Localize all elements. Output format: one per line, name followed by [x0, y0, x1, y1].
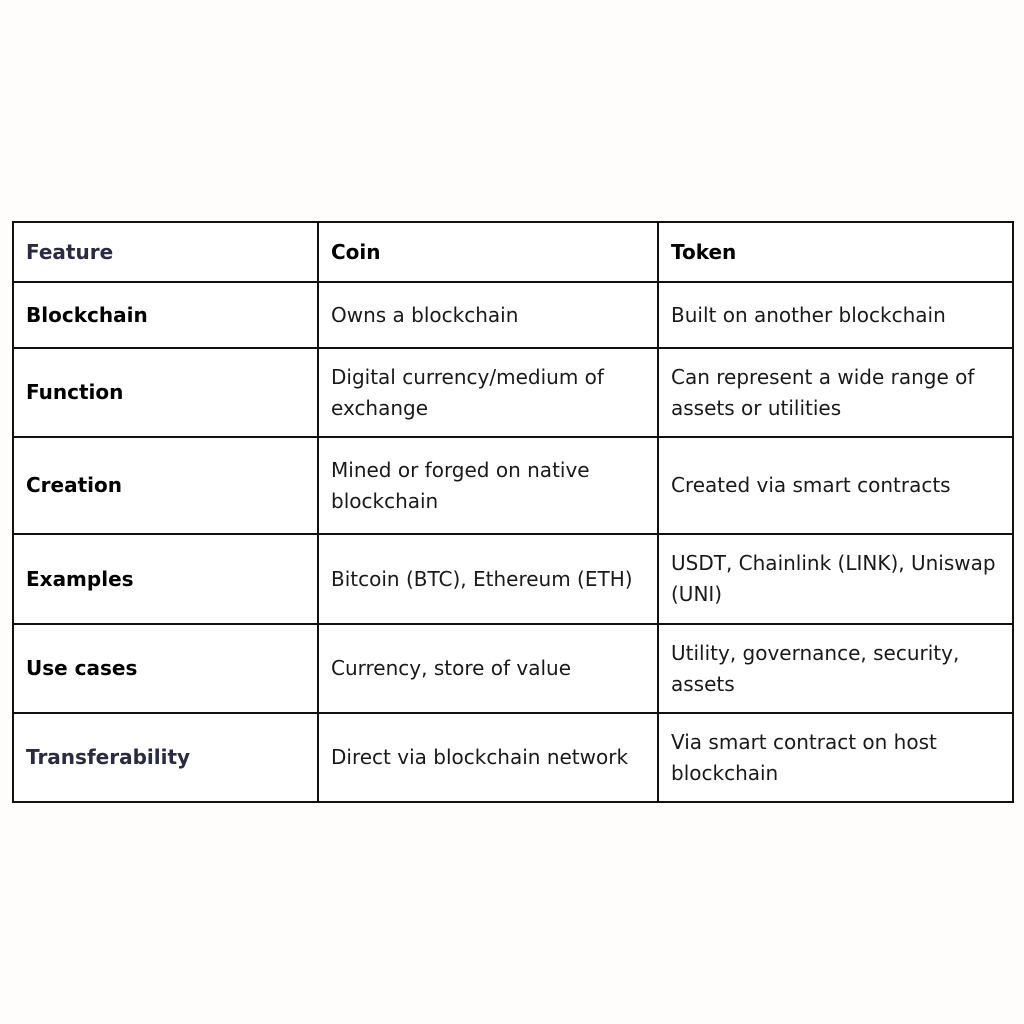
table-row	[13, 348, 1013, 437]
row-feature: Use cases	[13, 624, 318, 713]
table-row	[13, 534, 1013, 624]
row-coin: Digital currency/medium of exchange	[318, 348, 658, 437]
row-coin: Owns a blockchain	[318, 282, 658, 348]
row-coin: Currency, store of value	[318, 624, 658, 713]
header-token: Token	[658, 222, 1013, 282]
row-coin: Direct via blockchain network	[318, 713, 658, 802]
table-row	[13, 437, 1013, 534]
row-token: Via smart contract on host blockchain	[658, 713, 1013, 802]
row-token: Built on another blockchain	[658, 282, 1013, 348]
table-row	[13, 282, 1013, 348]
row-feature: Blockchain	[13, 282, 318, 348]
row-token: USDT, Chainlink (LINK), Uniswap (UNI)	[658, 534, 1013, 624]
row-feature: Creation	[13, 437, 318, 534]
row-feature: Function	[13, 348, 318, 437]
row-coin: Bitcoin (BTC), Ethereum (ETH)	[318, 534, 658, 624]
table-row	[13, 624, 1013, 713]
table-row	[13, 713, 1013, 802]
row-feature: Examples	[13, 534, 318, 624]
header-feature: Feature	[13, 222, 318, 282]
row-feature: Transferability	[13, 713, 318, 802]
table-header-row	[13, 222, 1013, 282]
comparison-table	[12, 221, 1014, 803]
row-coin: Mined or forged on native blockchain	[318, 437, 658, 534]
header-coin: Coin	[318, 222, 658, 282]
row-token: Can represent a wide range of assets or utilities	[658, 348, 1013, 437]
row-token: Utility, governance, security, assets	[658, 624, 1013, 713]
row-token: Created via smart contracts	[658, 437, 1013, 534]
